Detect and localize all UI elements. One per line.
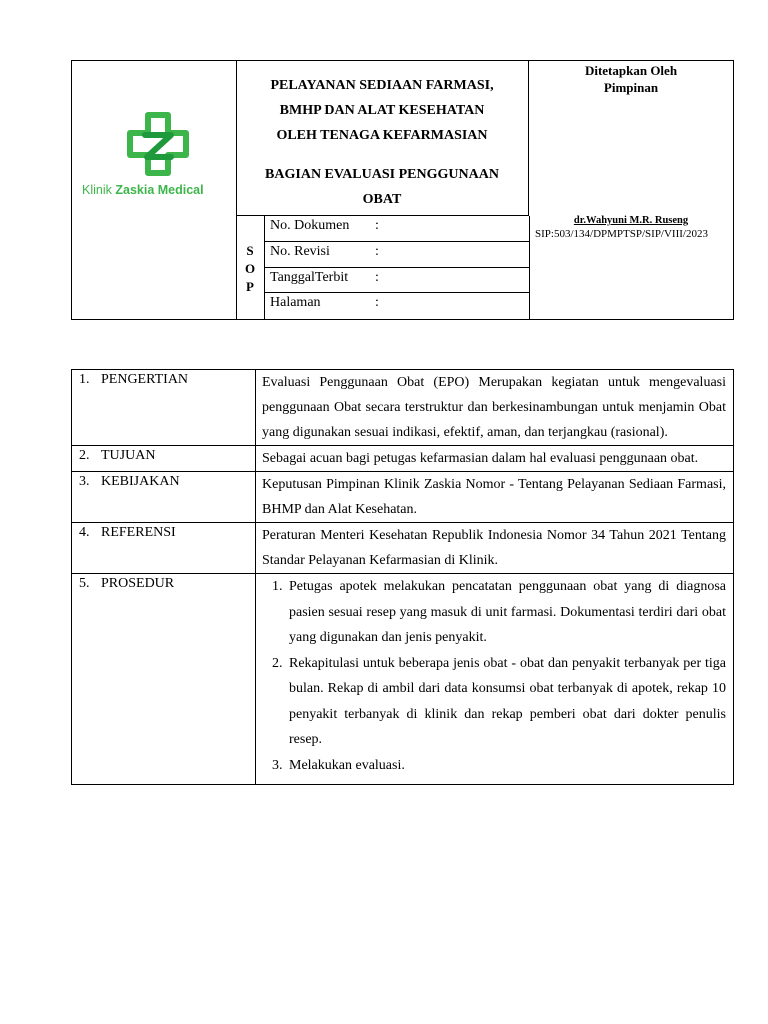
sop-content-table bbox=[71, 369, 734, 785]
signer-sip: SIP:503/134/DPMPTSP/SIP/VIII/2023 bbox=[535, 228, 708, 240]
section-label: 3. KEBIJAKAN bbox=[72, 472, 256, 523]
section-text: Keputusan Pimpinan Klinik Zaskia Nomor - Tentang Pelayanan Sediaan Farmasi, BHMP dan Alat Kesehatan. bbox=[256, 472, 734, 523]
table-row bbox=[72, 574, 734, 785]
document-title: PELAYANAN SEDIAAN FARMASI, BMHP DAN ALAT KESEHATAN OLEH TENAGA KEFARMASIAN bbox=[270, 78, 494, 143]
approved-by: Ditetapkan Oleh Pimpinan bbox=[584, 63, 678, 95]
clinic-logo-text: Klinik Zaskia Medical bbox=[82, 183, 204, 197]
signer-name: dr.Wahyuni M.R. Ruseng bbox=[573, 215, 689, 226]
section-label: 4. REFERENSI bbox=[72, 523, 256, 574]
logo-cell bbox=[72, 61, 237, 319]
section-label: 2. TUJUAN bbox=[72, 446, 256, 472]
sop-label-cell bbox=[236, 216, 265, 319]
doc-info-row: No. Revisi : bbox=[264, 242, 529, 268]
list-item: 1. Petugas apotek melakukan pencatatan penggunaan obat yang di diagnosa pasien sesuai resep yang masuk di unit farmasi. Dokumentasi terdiri dari obat yang digunakan dan jenis penyakit. bbox=[286, 574, 726, 651]
section-text: Peraturan Menteri Kesehatan Republik Indonesia Nomor 34 Tahun 2021 Tentang Standar Pelayanan Kefarmasian di Klinik. bbox=[256, 523, 734, 574]
list-item: 2. Rekapitulasi untuk beberapa jenis obat - obat dan penyakit terbanyak per tiga bulan. Rekap di ambil dari data konsumsi obat terbanyak di apotek, rekap 10 penyakit terbanyak di klinik dan rekap pemberi obat dari dokter penulis resep. bbox=[286, 651, 726, 753]
doc-info-row: TanggalTerbit : bbox=[264, 268, 529, 294]
document-subtitle: BAGIAN EVALUASI PENGGUNAAN OBAT bbox=[265, 167, 499, 207]
sop-header bbox=[71, 60, 734, 320]
sop-label: S O P bbox=[244, 243, 256, 294]
document-info-cell bbox=[264, 216, 530, 319]
approval-cell bbox=[529, 61, 733, 319]
section-text: Sebagai acuan bagi petugas kefarmasian dalam hal evaluasi penggunaan obat. bbox=[256, 446, 734, 472]
table-row bbox=[72, 472, 734, 523]
document-title-cell bbox=[236, 61, 529, 216]
table-row bbox=[72, 370, 734, 446]
procedure-steps bbox=[256, 574, 734, 785]
clinic-logo bbox=[80, 111, 230, 211]
doc-info-row: No. Dokumen : bbox=[264, 216, 529, 242]
section-text: Evaluasi Penggunaan Obat (EPO) Merupakan kegiatan untuk mengevaluasi penggunaan Obat secara terstruktur dan berkesinambungan untuk menjamin Obat yang digunakan sesuai indikasi, efektif, aman, dan terjangkau (rasional). bbox=[256, 370, 734, 446]
table-row bbox=[72, 523, 734, 574]
doc-info-row: Halaman : bbox=[270, 295, 379, 311]
table-row bbox=[72, 446, 734, 472]
medical-cross-icon bbox=[118, 111, 198, 181]
section-label: 1. PENGERTIAN bbox=[72, 370, 256, 446]
section-label: 5. PROSEDUR bbox=[72, 574, 256, 785]
list-item: 3. Melakukan evaluasi. bbox=[286, 753, 726, 779]
